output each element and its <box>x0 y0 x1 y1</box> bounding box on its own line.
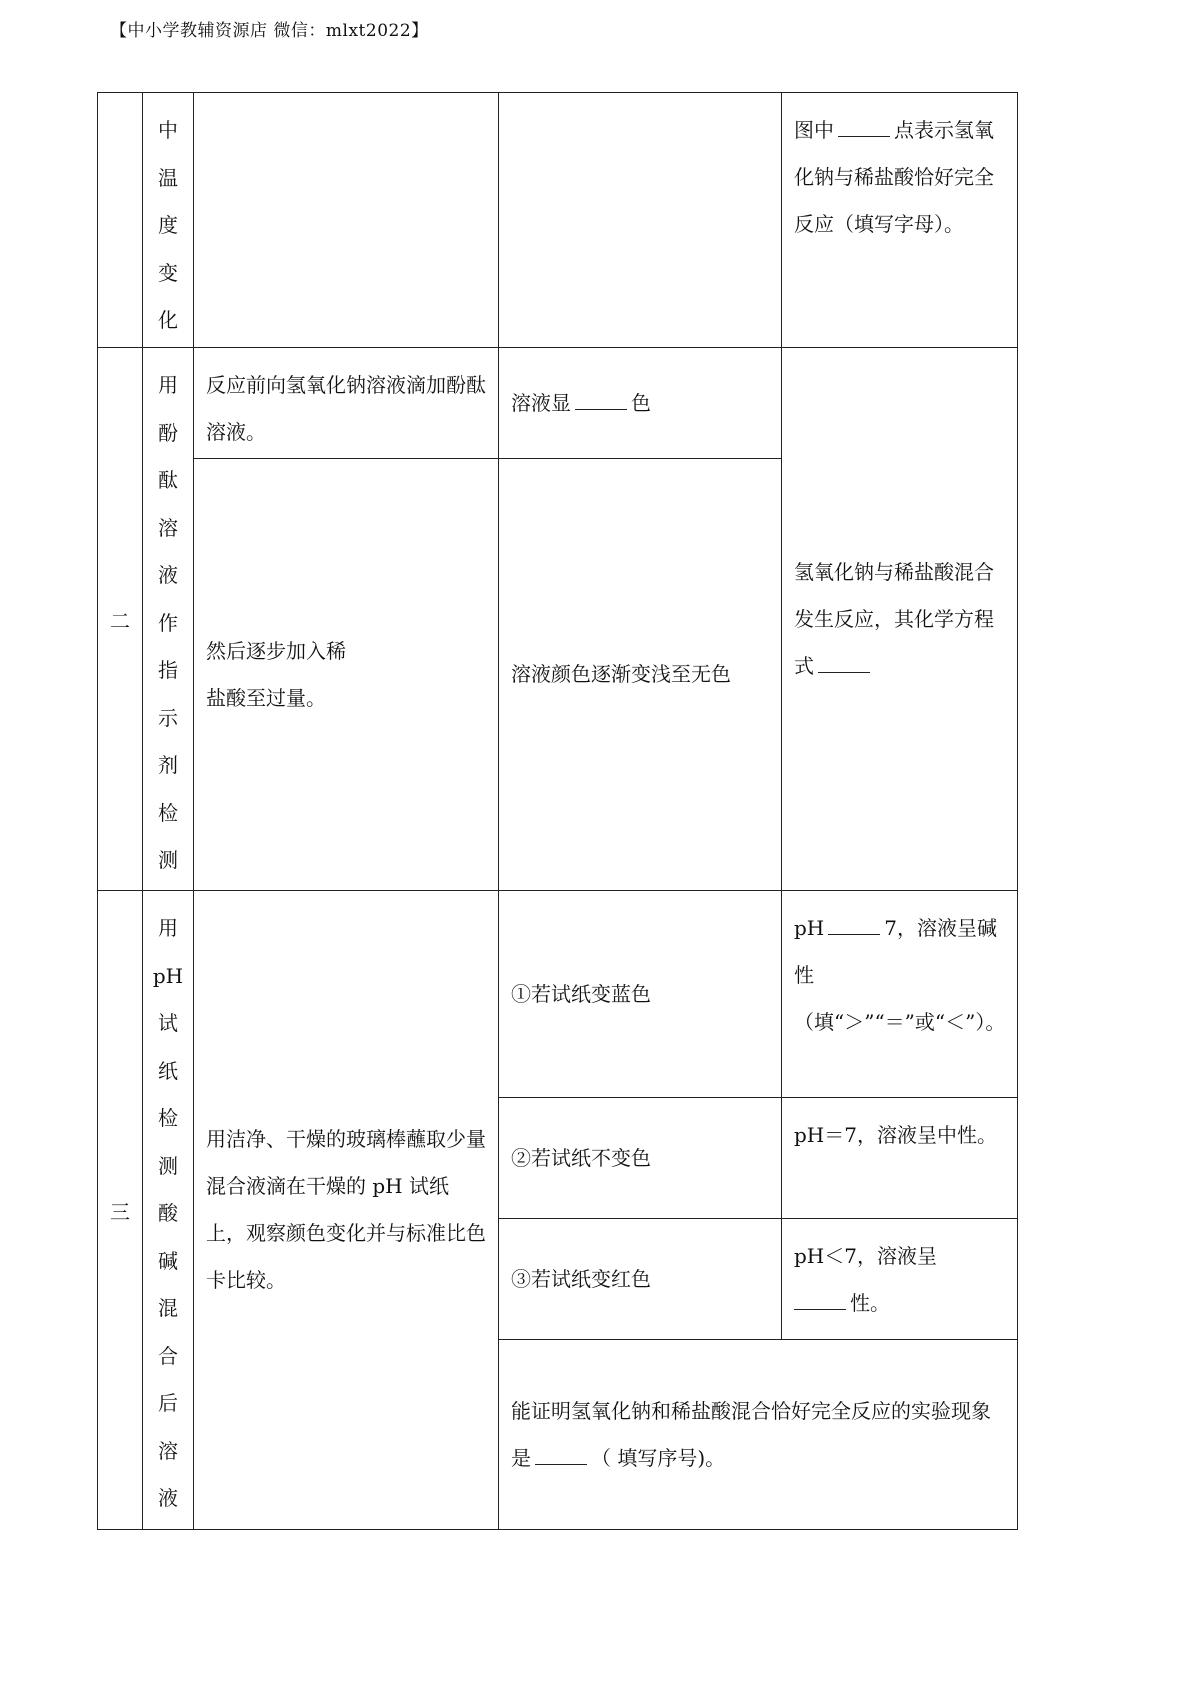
answer-blank <box>818 651 870 673</box>
operation-text: 反应前向氢氧化钠溶液滴加酚酞溶液。 <box>206 373 486 444</box>
operation-cell <box>194 891 499 1530</box>
phenomenon-cell <box>499 93 782 348</box>
method-char: 化 <box>158 308 178 332</box>
method-char: 测 <box>158 848 178 872</box>
method-char: 测 <box>158 1153 178 1178</box>
operation-text: 然后逐步加入稀 盐酸至过量。 <box>206 638 346 710</box>
page-header: 【中小学教辅资源店 微信：mlxt2022】 <box>110 21 429 41</box>
method-text <box>143 348 193 885</box>
method-char: 液 <box>158 563 178 587</box>
method-char: pH <box>152 963 184 988</box>
method-char: 合 <box>158 1343 178 1368</box>
table-row <box>98 891 1018 1098</box>
method-char: 碱 <box>158 1248 178 1273</box>
method-char: 后 <box>158 1391 178 1415</box>
method-text <box>143 93 193 345</box>
method-char: 用 <box>158 373 178 397</box>
method-char: 液 <box>158 1486 178 1510</box>
method-char: 溶 <box>158 1438 178 1463</box>
conclusion-cell <box>782 891 1018 1098</box>
answer-blank <box>838 115 890 137</box>
phenomenon-text: 溶液显 色 <box>499 380 781 427</box>
experiment-table <box>97 92 1018 1530</box>
table-row <box>98 348 1018 459</box>
method-cell <box>143 93 194 348</box>
phenomenon-cell <box>499 1219 782 1340</box>
table-row <box>98 93 1018 348</box>
phenomenon-cell <box>499 1098 782 1219</box>
method-char: 酸 <box>158 1201 178 1225</box>
answer-blank <box>828 913 880 935</box>
method-char: 变 <box>158 260 178 285</box>
method-char: 温 <box>158 165 178 190</box>
phenomenon-text: ②若试纸不变色 <box>511 1145 651 1170</box>
step-cell <box>98 93 143 348</box>
conclusion-text: pH 7，溶液呈碱性（填“＞”“＝”或“＜”）。 <box>782 891 1017 1046</box>
method-char: 指 <box>158 658 178 682</box>
method-char: 用 <box>158 916 178 940</box>
phenomenon-cell <box>499 459 782 891</box>
conclusion-cell <box>782 93 1018 348</box>
conclusion-text: pH＜7，溶液呈 性。 <box>794 1244 937 1315</box>
method-cell <box>143 891 194 1530</box>
phenomenon-text: 溶液颜色逐渐变浅至无色 <box>511 662 731 686</box>
method-char: 检 <box>158 1106 178 1130</box>
method-char: 示 <box>158 705 178 730</box>
conclusion-cell <box>782 1098 1018 1219</box>
method-char: 酚 <box>158 420 178 445</box>
step-number: 三 <box>98 891 143 1530</box>
method-char: 剂 <box>158 753 178 777</box>
phenomenon-text: ③若试纸变红色 <box>511 1266 651 1291</box>
method-char: 检 <box>158 800 178 825</box>
method-char: 中 <box>158 118 178 142</box>
phenomenon-cell <box>499 348 782 459</box>
operation-cell <box>194 459 499 891</box>
answer-blank <box>535 1443 587 1465</box>
method-char: 溶 <box>158 515 178 540</box>
method-cell <box>143 348 194 891</box>
conclusion-text: 图中 点表示氢氧化钠与稀盐酸恰好完全反应（填写字母）。 <box>782 93 1017 248</box>
conclusion-text: 氢氧化钠与稀盐酸混合发生反应，其化学方程式 <box>794 559 994 678</box>
conclusion-cell <box>782 348 1018 891</box>
conclusion-cell <box>782 1219 1018 1340</box>
answer-blank <box>575 388 627 410</box>
operation-text: 用洁净、干燥的玻璃棒蘸取少量混合液滴在干燥的 pH 试纸上，观察颜色变化并与标准比色卡比较。 <box>206 1127 486 1292</box>
answer-blank <box>794 1288 846 1310</box>
operation-cell <box>194 93 499 348</box>
method-text <box>143 891 193 1523</box>
conclusion-text: pH＝7，溶液呈中性。 <box>794 1123 997 1147</box>
operation-cell <box>194 348 499 459</box>
method-char: 酞 <box>158 468 178 492</box>
final-question-cell <box>499 1340 1018 1530</box>
method-char: 度 <box>158 213 178 237</box>
method-char: 纸 <box>158 1058 178 1083</box>
method-char: 作 <box>158 610 178 635</box>
method-char: 试 <box>158 1011 178 1035</box>
phenomenon-cell <box>499 891 782 1098</box>
step-number: 二 <box>98 348 143 891</box>
final-question-text: 能证明氢氧化钠和稀盐酸混合恰好完全反应的实验现象是 （ 填写序号)。 <box>511 1398 991 1470</box>
phenomenon-text: ①若试纸变蓝色 <box>511 981 651 1006</box>
method-char: 混 <box>158 1296 178 1320</box>
